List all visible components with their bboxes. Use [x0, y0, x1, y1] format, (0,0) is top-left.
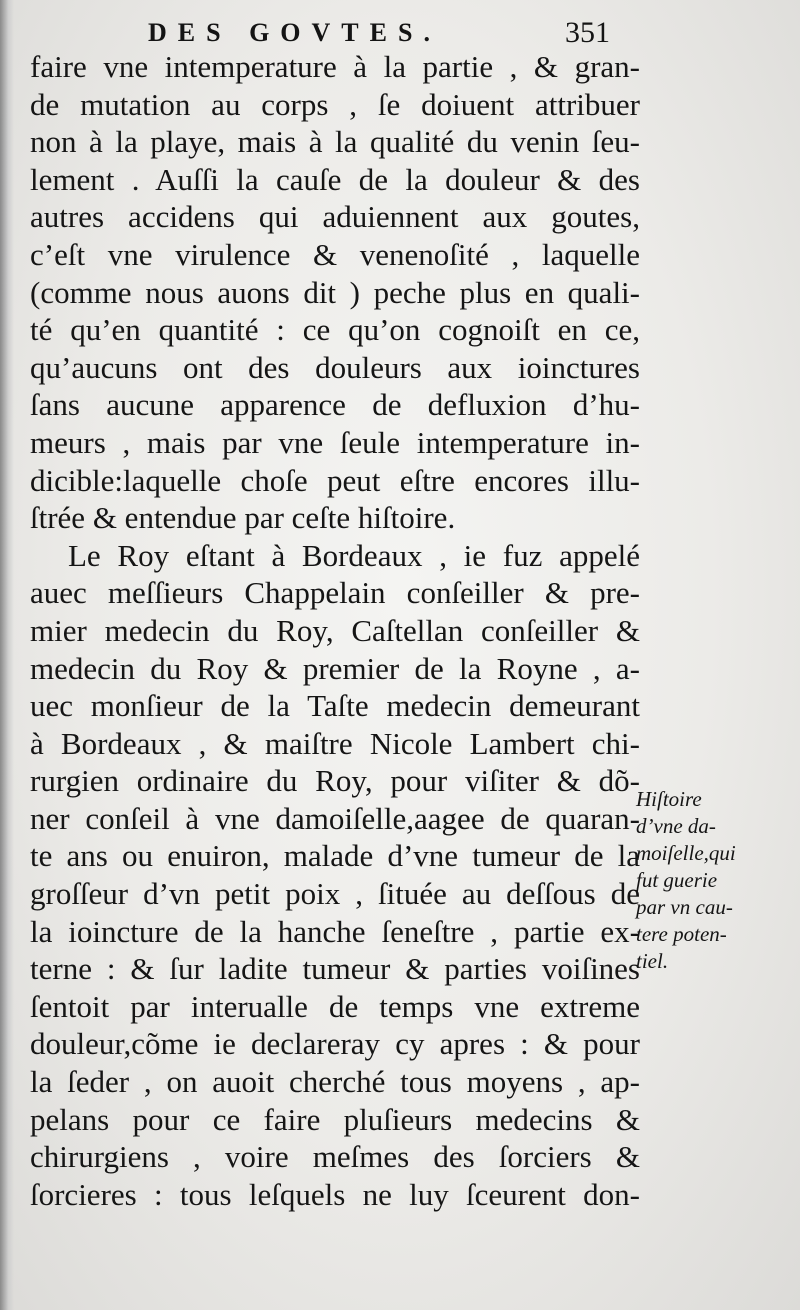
- text-line: ſentoit par interualle de temps vne extreme: [30, 988, 640, 1024]
- text-line: rurgien ordinaire du Roy, pour viſiter & dõ-: [30, 763, 640, 799]
- margin-note-line: par vn cau-: [636, 895, 733, 919]
- text-line: ſorcieres : tous leſquels ne luy ſceurent don-: [30, 1176, 640, 1212]
- text-line: à Bordeaux , & maiſtre Nicole Lambert chi-: [30, 725, 640, 761]
- text-line: terne : & ſur ladite tumeur & parties voiſines: [30, 951, 640, 987]
- margin-note-line: fut guerie: [636, 868, 718, 892]
- text-line: te ans ou enuiron, malade d’vne tumeur de la: [30, 838, 640, 874]
- text-line: mier medecin du Roy, Caſtellan conſeiller &: [30, 612, 640, 648]
- text-line: qu’aucuns ont des douleurs aux ioinctures: [30, 349, 640, 385]
- body-text: [30, 48, 640, 1213]
- text-line: ſans aucune apparence de defluxion d’hu-: [30, 387, 640, 423]
- text-line: ner conſeil à vne damoiſelle,aagee de quaran-: [30, 800, 640, 836]
- text-line: la ioincture de la hanche ſeneſtre , partie ex-: [30, 913, 640, 949]
- running-head: DES GOVTES.: [148, 18, 441, 47]
- text-line: autres accidens qui aduiennent aux goutes,: [30, 199, 640, 235]
- margin-note-line: tiel.: [636, 949, 669, 973]
- text-line: c’eſt vne virulence & venenoſité , laquelle: [30, 236, 640, 272]
- text-line: faire vne intemperature à la partie , & gran-: [30, 49, 640, 84]
- text-line: groſſeur d’vn petit poix , ſituée au deſſous de: [30, 876, 640, 912]
- text-line: lement . Auſſi la cauſe de la douleur & des: [30, 161, 640, 197]
- text-line: non à la playe, mais à la qualité du venin ſeu-: [30, 124, 640, 160]
- page-number: 351: [565, 16, 610, 49]
- paragraph-1: [30, 48, 640, 537]
- paragraph-2: [30, 537, 640, 1214]
- text-line: auec meſſieurs Chappelain conſeiller & pre-: [30, 575, 640, 611]
- margin-note-line: tere poten-: [636, 922, 727, 946]
- text-line: té qu’en quantité : ce qu’on cognoiſt en ce,: [30, 312, 640, 348]
- text-line: (comme nous auons dit ) peche plus en quali-: [30, 274, 640, 310]
- text-line: douleur,cõme ie declareray cy apres : & pour: [30, 1026, 640, 1062]
- margin-note-line: d’vne da-: [636, 814, 716, 838]
- text-line: dicible:laquelle choſe peut eſtre encores illu-: [30, 462, 640, 498]
- text-line: meurs , mais par vne ſeule intemperature in-: [30, 424, 640, 460]
- text-line: de mutation au corps , ſe doiuent attribuer: [30, 86, 640, 122]
- text-line: ſtrée & entendue par ceſte hiſtoire.: [30, 500, 456, 536]
- text-line: chirurgiens , voire meſmes des ſorciers &: [30, 1139, 640, 1175]
- text-line: uec monſieur de la Taſte medecin demeurant: [30, 688, 640, 724]
- text-line: pelans pour ce faire pluſieurs medecins &: [30, 1101, 640, 1137]
- text-line: medecin du Roy & premier de la Royne , a-: [30, 650, 640, 686]
- text-line: Le Roy eſtant à Bordeaux , ie fuz appelé: [68, 537, 640, 573]
- margin-note-line: Hiſtoire: [636, 787, 702, 811]
- text-line: la ſeder , on auoit cherché tous moyens , ap-: [30, 1064, 640, 1100]
- margin-note-line: moiſelle,qui: [636, 841, 736, 865]
- margin-note: [636, 786, 796, 975]
